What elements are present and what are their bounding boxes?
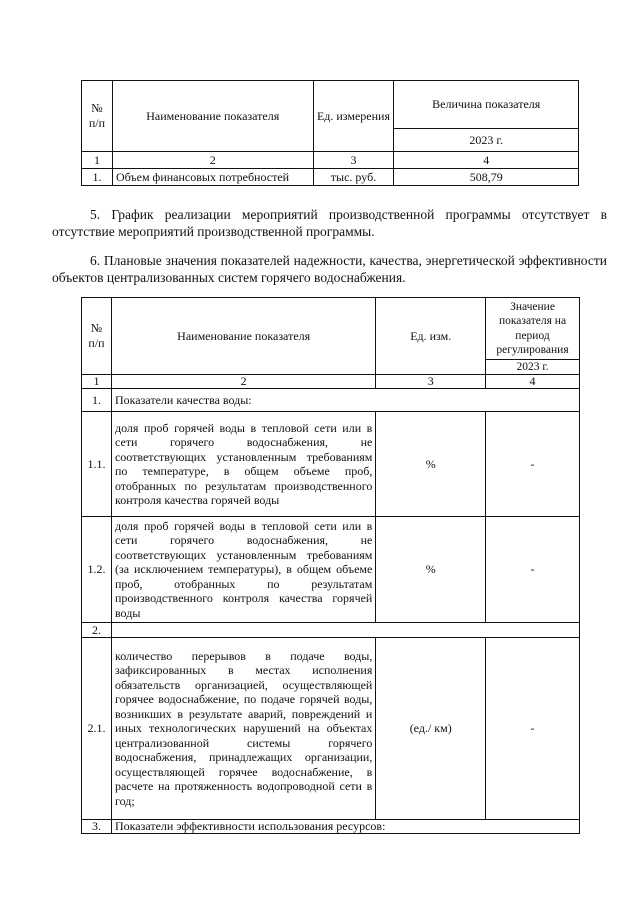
section-title: Показатели качества воды: xyxy=(111,389,579,412)
section-title: Показатели эффективности использования ресурсов: xyxy=(111,820,579,834)
paragraph-6: 6. Плановые значения показателей надежности, качества, энергетической эффективности объектов централизованных систем горячего водоснабжения. xyxy=(52,253,607,285)
col-number-4: 4 xyxy=(394,152,579,169)
col-number-2: 2 xyxy=(111,375,375,389)
indicator-value: - xyxy=(486,638,580,820)
table-row xyxy=(82,820,580,834)
header-unit: Ед. изм. xyxy=(376,298,486,375)
row-num: 1. xyxy=(82,169,113,186)
section-title xyxy=(111,623,579,638)
indicator-unit: % xyxy=(376,412,486,517)
header-name: Наименование показателя xyxy=(111,298,375,375)
col-number-3: 3 xyxy=(376,375,486,389)
row-num: 1.2. xyxy=(82,517,112,623)
row-num: 2. xyxy=(82,623,112,638)
row-name: Объем финансовых потребностей xyxy=(112,169,313,186)
indicator-unit: (ед./ км) xyxy=(376,638,486,820)
row-num: 3. xyxy=(82,820,112,834)
indicators-table xyxy=(81,297,580,834)
header-num: № п/п xyxy=(82,81,113,152)
paragraph-5: 5. График реализации мероприятий производственной программы отсутствует в отсутствие мероприятий производственной программы. xyxy=(52,207,607,239)
indicator-name: доля проб горячей воды в тепловой сети или в сети горячего водоснабжения, не соответствующих установленным требованиям по температуре, в общем объеме проб, отобранных по результатам производственного контроля качества горячей воды xyxy=(111,412,375,517)
header-year: 2023 г. xyxy=(486,360,580,375)
indicator-value: - xyxy=(486,412,580,517)
row-num: 1. xyxy=(82,389,112,412)
table-row xyxy=(82,169,579,186)
financial-needs-table xyxy=(81,80,579,186)
header-value: Величина показателя xyxy=(394,81,579,129)
col-number-4: 4 xyxy=(486,375,580,389)
row-num: 2.1. xyxy=(82,638,112,820)
indicator-name: количество перерывов в подаче воды, зафиксированных в местах исполнения обязательств организацией, осуществляющей горячее водоснабжение, по подаче горячей воды, возникших в результате аварий, повреждений и иных технологических нарушений на объектах централизованной системы горячего водоснабжения, принадлежащих организации, осуществляющей горячее водоснабжение, в расчете на протяженность водопроводной сети в год; xyxy=(111,638,375,820)
header-num: № п/п xyxy=(82,298,112,375)
row-value: 508,79 xyxy=(394,169,579,186)
col-number-1: 1 xyxy=(82,152,113,169)
header-year: 2023 г. xyxy=(394,129,579,152)
table-row xyxy=(82,389,580,412)
row-unit: тыс. руб. xyxy=(313,169,394,186)
table-row xyxy=(82,517,580,623)
header-name: Наименование показателя xyxy=(112,81,313,152)
table-row xyxy=(82,623,580,638)
col-number-3: 3 xyxy=(313,152,394,169)
indicator-name: доля проб горячей воды в тепловой сети или в сети горячего водоснабжения, не соответствующих установленным требованиям (за исключением температуры), в общем объеме проб, отобранных по результатам производственного контроля качества горячей воды xyxy=(111,517,375,623)
table-row xyxy=(82,638,580,820)
col-number-1: 1 xyxy=(82,375,112,389)
row-num: 1.1. xyxy=(82,412,112,517)
indicator-unit: % xyxy=(376,517,486,623)
table-row xyxy=(82,412,580,517)
header-unit: Ед. измерения xyxy=(313,81,394,152)
indicator-value: - xyxy=(486,517,580,623)
header-value: Значение показателя на период регулирования xyxy=(486,298,580,360)
col-number-2: 2 xyxy=(112,152,313,169)
